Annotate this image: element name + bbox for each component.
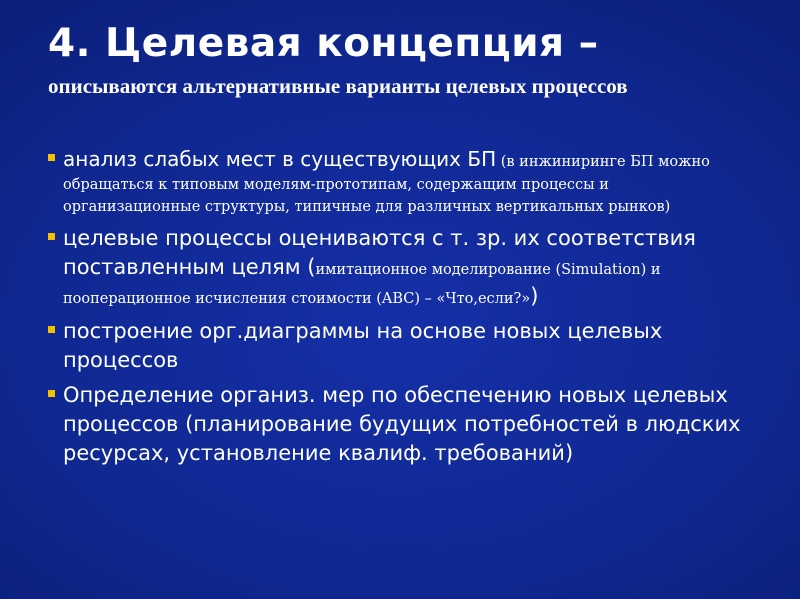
slide-title: 4. Целевая концепция – (48, 21, 599, 66)
square-bullet-icon (48, 326, 55, 333)
bullet-item (48, 145, 748, 218)
bullet-main-text: целевые процессы оцениваются с т. зр. их соответствия поставленным целям ( (63, 226, 696, 279)
bullet-note-text: (в инжиниринге БП можно обращаться к типовым моделям-прототипам, содержащим процессы и организационные структуры, типичные для различных вертикальных рынков) (63, 154, 710, 215)
bullet-main-text: Определение организ. мер по обеспечению новых целевых процессов (планирование будущих потребностей в людских ресурсах, установление квалиф. требований) (63, 383, 741, 465)
slide-subtitle: описываются альтернативные варианты целевых процессов (48, 74, 628, 98)
bullet-list (48, 145, 748, 474)
bullet-tail-text: ) (530, 284, 539, 308)
bullet-main-text: построение орг.диаграммы на основе новых целевых процессов (63, 319, 663, 372)
square-bullet-icon (48, 390, 55, 397)
square-bullet-icon (48, 233, 55, 240)
bullet-item (48, 381, 748, 468)
square-bullet-icon (48, 154, 55, 161)
bullet-note-text: имитационное моделирование (Simulation) и пооперационное исчисления стоимости (ABC) – «Что,если?» (63, 262, 661, 307)
bullet-main-text: анализ слабых мест в существующих БП (63, 147, 497, 171)
bullet-item (48, 317, 748, 375)
bullet-item (48, 224, 748, 311)
